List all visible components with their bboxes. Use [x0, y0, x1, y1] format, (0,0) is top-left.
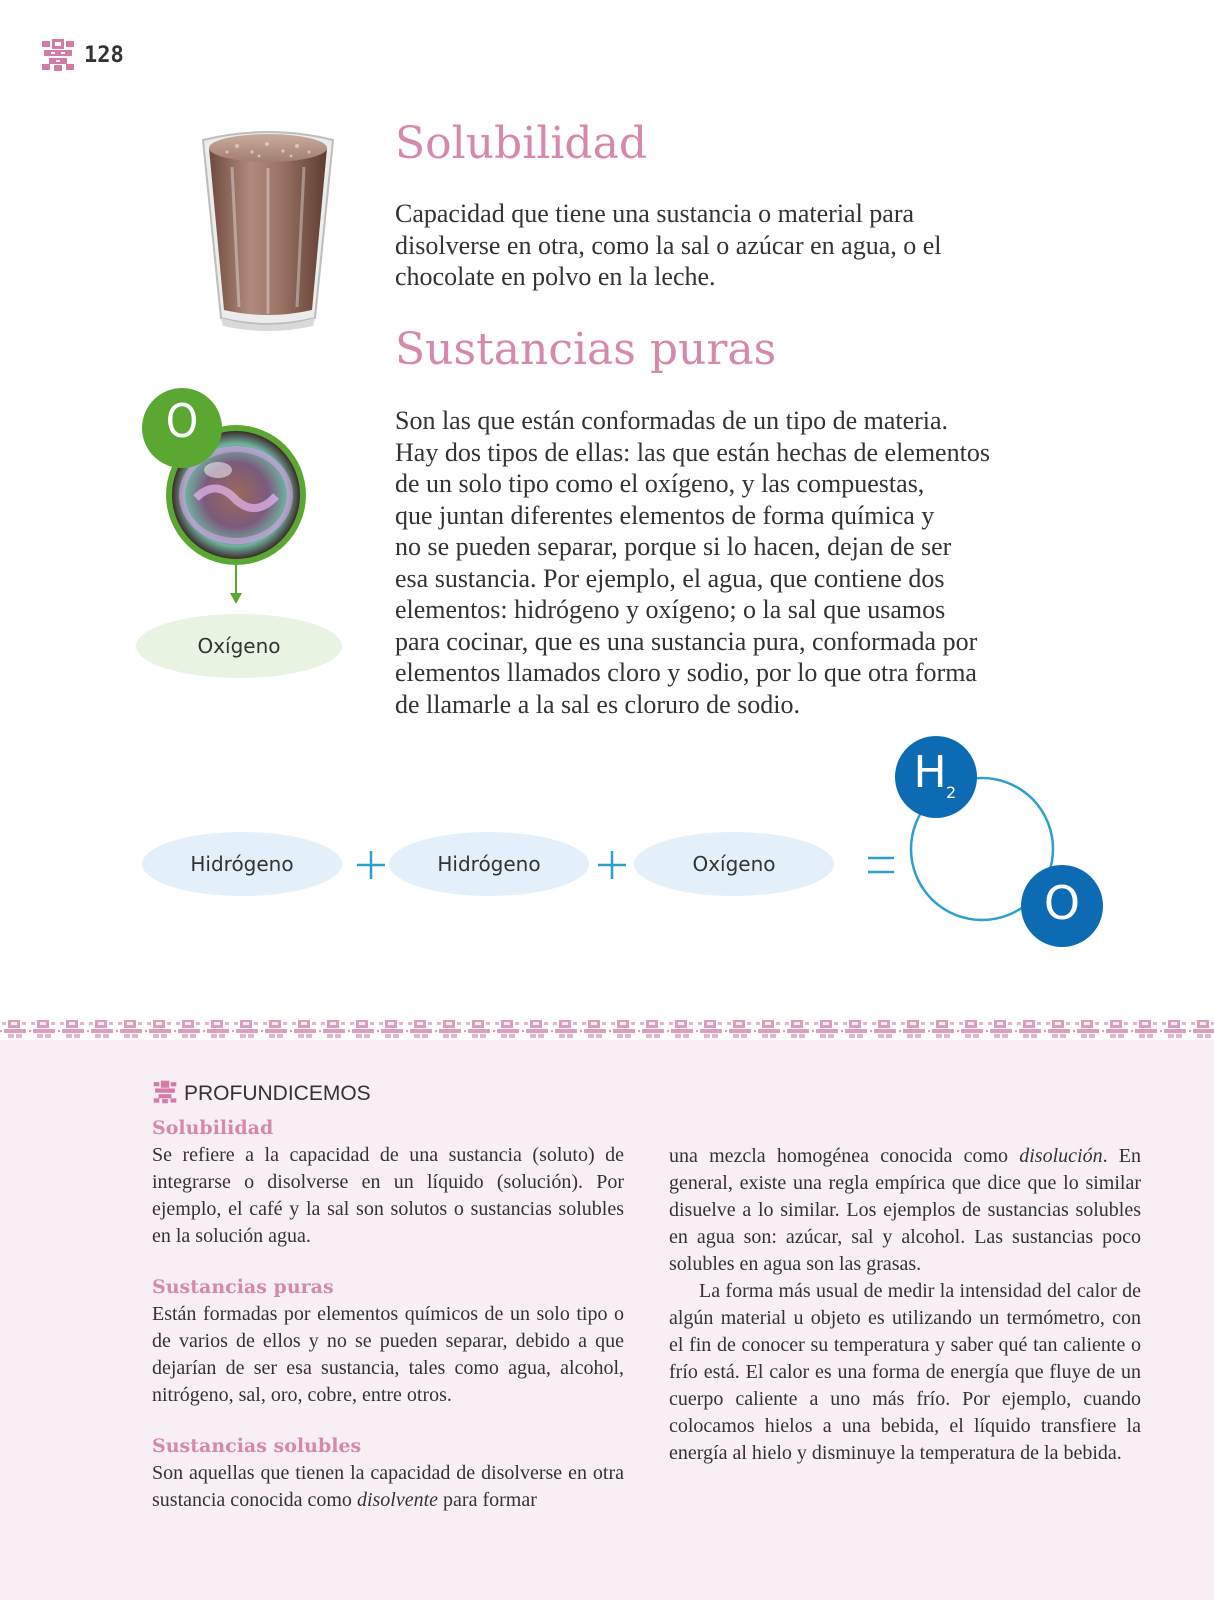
- oxygen-molecule-symbol: O: [1043, 876, 1081, 930]
- oxygen-label: Oxígeno: [136, 614, 342, 678]
- page-header: [40, 38, 124, 72]
- text-line: disolverse en otra, como la sal o azúcar en agua, o el: [395, 230, 942, 260]
- text-run: para formar: [438, 1489, 537, 1511]
- profundicemos-left-column: [152, 1115, 624, 1514]
- equals-icon: [866, 852, 896, 882]
- plus-icon: [354, 848, 388, 886]
- oxygen-symbol: O: [165, 394, 199, 448]
- ornament-icon: [40, 38, 76, 72]
- text-line: Capacidad que tiene una sustancia o material para: [395, 199, 915, 228]
- hydrogen-symbol: H: [913, 747, 947, 798]
- equation-term-hydrogen-1: Hidrógeno: [142, 832, 342, 896]
- subsection-text-puras: Están formadas por elementos químicos de un solo tipo o de varios de ellos y no se pueden separar, debido a que dejarían de ser esa sustancia, tales como agua, alcohol, nitrógeno, sal, oro, cobre, entre otros.: [152, 1303, 624, 1406]
- text-line: de llamarle a la sal es cloruro de sodio.: [395, 689, 801, 719]
- emphasis-disolucion: disolución: [1019, 1145, 1103, 1167]
- text-line: Hay dos tipos de ellas: las que están hechas de elementos: [395, 437, 990, 467]
- chocolate-milk-glass-image: [197, 122, 339, 332]
- text-line: chocolate en polvo en la leche.: [395, 262, 716, 291]
- text-line: esa sustancia. Por ejemplo, el agua, que contiene dos: [395, 563, 945, 593]
- sustancias-puras-heading: Sustancias puras: [395, 324, 777, 375]
- solubilidad-heading: Solubilidad: [395, 118, 647, 169]
- water-molecule-diagram: [894, 735, 1104, 950]
- solubilidad-paragraph: [395, 198, 1035, 293]
- page-number: 128: [84, 42, 124, 68]
- subsection-text-solubles: [152, 1460, 624, 1514]
- text-line: para cocinar, que es una sustancia pura, conformada por: [395, 626, 978, 656]
- text-run: Son aquellas que tienen la capacidad de disolverse en otra sustancia conocida como: [152, 1462, 624, 1511]
- right-paragraph-1: [669, 1143, 1141, 1278]
- text-run: una mezcla homogénea conocida como: [669, 1145, 1020, 1167]
- subsection-text-solubilidad: Se refiere a la capacidad de una sustancia (soluto) de integrarse o disolverse en un líquido (solución). Por ejemplo, el café y la sal son solutos o sustancias solubles en la solución agua.: [152, 1144, 624, 1247]
- text-line: elementos llamados cloro y sodio, por lo que otra forma: [395, 658, 977, 687]
- profundicemos-right-column: [669, 1143, 1141, 1467]
- hydrogen-subscript: 2: [946, 783, 957, 802]
- equation-term-hydrogen-2: Hidrógeno: [389, 832, 589, 896]
- emphasis-disolvente: disolvente: [356, 1489, 439, 1511]
- text-line: de un solo tipo como el oxígeno, y las compuestas,: [395, 469, 925, 498]
- oxygen-diagram: [136, 388, 346, 678]
- profundicemos-title: PROFUNDICEMOS: [184, 1082, 371, 1105]
- sustancias-puras-paragraph: [395, 405, 1075, 720]
- subsection-heading-puras: Sustancias puras: [152, 1276, 334, 1298]
- ornament-icon: [152, 1080, 178, 1108]
- equation-term-oxygen: Oxígeno: [634, 832, 834, 896]
- text-line: Son las que están conformadas de un tipo de materia.: [395, 406, 949, 435]
- text-line: que juntan diferentes elementos de forma química y: [395, 500, 935, 530]
- decorative-border: [0, 1018, 1214, 1040]
- subsection-heading-solubles: Sustancias solubles: [152, 1435, 362, 1457]
- text-run: . En general, existe una regla empírica que dice que lo similar disuelve a lo similar. Los ejemplos de sustancias solubles en agua son: azúcar, sal y alcohol. Las sustancias poco solubles en agua son las grasas.: [669, 1145, 1141, 1275]
- text-line: elementos: hidrógeno y oxígeno; o la sal que usamos: [395, 595, 946, 624]
- profundicemos-header: [152, 1080, 371, 1108]
- text-line: no se pueden separar, porque si lo hacen, dejan de ser: [395, 532, 952, 561]
- plus-icon: [595, 848, 629, 886]
- subsection-heading-solubilidad: Solubilidad: [152, 1117, 274, 1139]
- right-paragraph-2: La forma más usual de medir la intensidad del calor de algún material u objeto es utilizando un termómetro, con el fin de conocer su temperatura y saber qué tan caliente o frío está. El calor es una forma de energía que fluye de un cuerpo caliente a uno más frío. Por ejemplo, cuando colocamos hielos a una bebida, el líquido transfiere la energía al hielo y disminuye la temperatura de la bebida.: [669, 1280, 1141, 1464]
